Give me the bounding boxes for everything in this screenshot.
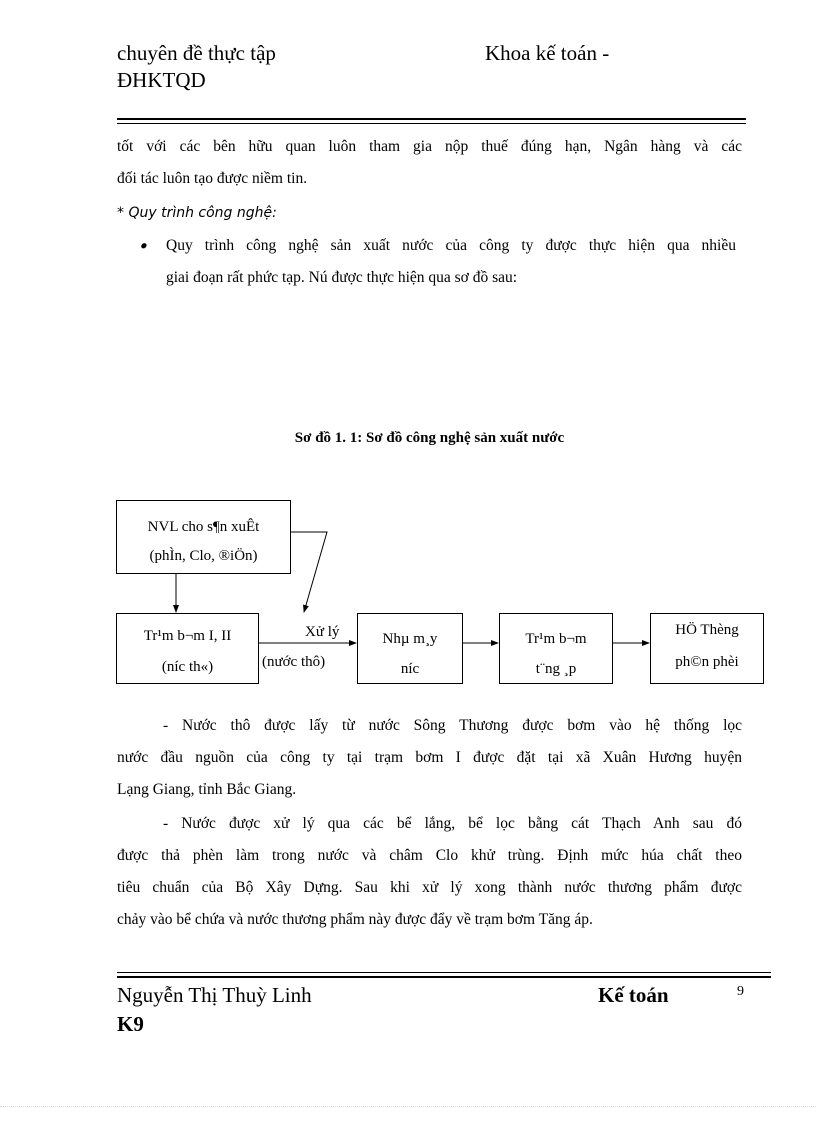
- header-left-line1: chuyên đề thực tập: [117, 41, 276, 65]
- intro-line-2: đối tác luôn tạo được niềm tin.: [117, 170, 308, 187]
- section-heading: * Quy trình công nghệ:: [117, 205, 277, 221]
- footer-class-code: K9: [117, 1012, 144, 1036]
- footer-department: Kế toán: [598, 983, 669, 1007]
- p2-line-3: tiêu chuẩn của Bộ Xây Dựng. Sau khi xử lý xong thành nước thương phẩm được: [117, 879, 742, 896]
- process-label-line1: Xử lý: [305, 624, 340, 640]
- pump-station-line2: (níc th«): [161, 659, 214, 675]
- footer-page-number: 9: [737, 984, 744, 999]
- p2-line-2: được thả phèn làm trong nước và châm Clo khử trùng. Định mức húa chất theo: [117, 847, 742, 864]
- booster-station-line1: Tr¹m b¬m: [525, 631, 587, 647]
- input-materials-line2: (phÌn, Clo, ®iÖn): [149, 548, 258, 564]
- bullet-line-1: Quy trình công nghệ sản xuất nước của công ty được thực hiện qua nhiều: [166, 237, 736, 254]
- intro-line-1: tốt với các bên hữu quan luôn tham gia nộp thuế đúng hạn, Ngân hàng và các: [117, 138, 742, 155]
- p2-line-1: - Nước được xử lý qua các bể lắng, bể lọc bằng cát Thạch Anh sau đó: [163, 815, 742, 832]
- diagram-title: Sơ đồ 1. 1: Sơ đồ công nghệ sản xuất nước: [294, 430, 565, 446]
- pump-station-line1: Tr¹m b¬m I, II: [143, 628, 232, 644]
- input-materials-line1: NVL cho s¶n xuÊt: [147, 519, 260, 535]
- paragraph-treatment: [117, 808, 742, 936]
- header-right-line1: Khoa kế toán -: [485, 41, 610, 65]
- arrow-input-to-process: [291, 532, 327, 612]
- distribution-system-line1: HÖ Thèng: [675, 622, 739, 638]
- page-edge: [0, 1106, 816, 1107]
- bullet-line-2: giai đoạn rất phức tạp. Nú được thực hiện qua sơ đồ sau:: [166, 269, 518, 286]
- booster-station-line2: t¨ng ¸p: [535, 661, 577, 677]
- header-left-line2: ĐHKTQD: [117, 68, 206, 92]
- footer-rule-thin: [117, 972, 771, 973]
- water-plant-line1: Nhµ m¸y: [382, 631, 438, 647]
- process-label-line2: (nước thô): [262, 654, 326, 670]
- p1-line-3: Lạng Giang, tỉnh Bắc Giang.: [117, 781, 297, 798]
- water-plant-line2: níc: [400, 661, 420, 677]
- bullet-icon: •: [137, 233, 151, 258]
- distribution-system-line2: ph©n phèi: [675, 654, 739, 670]
- footer-author: Nguyễn Thị Thuỳ Linh: [117, 983, 312, 1007]
- p1-line-1: - Nước thô được lấy từ nước Sông Thương được bơm vào hệ thống lọc: [163, 717, 742, 734]
- paragraph-raw-water: [117, 710, 742, 806]
- p1-line-2: nước đầu nguồn của công ty tại trạm bơm I được đặt tại xã Xuân Hương huyện: [117, 749, 742, 766]
- footer-rule-thick: [117, 976, 771, 978]
- p2-line-4: chảy vào bể chứa và nước thương phẩm này được đẩy về trạm bơm Tăng áp.: [117, 911, 593, 928]
